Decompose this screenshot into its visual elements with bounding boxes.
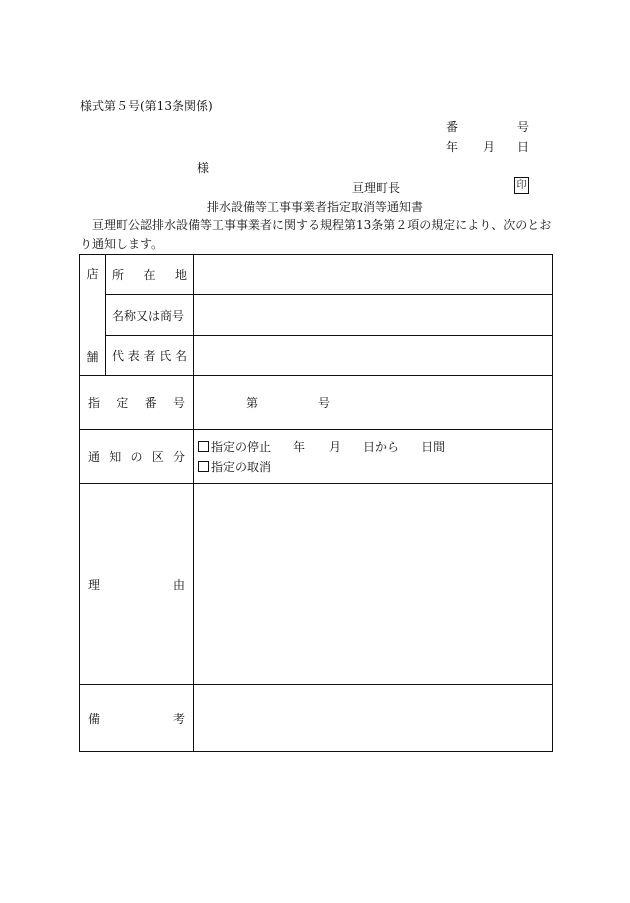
label-char: 考	[172, 711, 185, 726]
option-label: 指定の停止	[211, 439, 272, 454]
name-label	[106, 295, 194, 336]
store-label-char: 店	[86, 267, 99, 281]
date-day: 日	[517, 140, 530, 154]
label-char: 指	[88, 396, 101, 410]
label-char: 知	[109, 450, 122, 464]
body-text: 亘理町公認排水設備等工事事業者に関する規程第13条第２項の規定により、次のとおり通知します。	[80, 218, 552, 251]
designation-number-label	[80, 376, 194, 430]
option-year: 年	[293, 439, 306, 454]
representative-field[interactable]	[194, 336, 553, 376]
label-char: 号	[172, 396, 185, 410]
issuer: 亘理町長	[352, 181, 401, 195]
option-suspension[interactable]	[194, 437, 552, 457]
label-char: 理	[88, 577, 101, 592]
number-go: 号	[517, 120, 530, 134]
label-char: 番	[144, 396, 157, 410]
location-field[interactable]	[194, 255, 553, 295]
label-char: 定	[116, 396, 129, 410]
store-label-cell	[80, 255, 106, 376]
label-char: 地	[174, 268, 187, 282]
remarks-field[interactable]	[194, 685, 553, 752]
label-char: の	[130, 450, 143, 464]
label-char: 氏	[159, 349, 172, 363]
label-char: 備	[88, 711, 101, 726]
option-from: 日から	[363, 439, 400, 454]
label-char: 者	[143, 349, 156, 363]
option-revocation[interactable]	[194, 457, 552, 477]
category-label	[80, 430, 194, 484]
name-field[interactable]	[194, 295, 553, 336]
label-char: 表	[127, 349, 140, 363]
date-year: 年	[446, 140, 459, 154]
notification-form-table	[79, 254, 553, 752]
checkbox-icon[interactable]	[198, 441, 209, 452]
form-number: 様式第５号(第13条関係)	[80, 99, 213, 113]
representative-label	[106, 336, 194, 376]
location-label	[106, 255, 194, 295]
label-char: 所	[112, 268, 125, 282]
label-char: 代	[112, 349, 125, 363]
label-char: 分	[172, 450, 185, 464]
remarks-label	[80, 685, 194, 752]
checkbox-icon[interactable]	[198, 461, 209, 472]
date-month: 月	[483, 140, 496, 154]
label-char: 区	[151, 450, 164, 464]
label-char: 通	[88, 450, 101, 464]
label-char: 在	[143, 268, 156, 282]
seal-box: 印	[514, 177, 529, 194]
label-char: 名	[174, 349, 187, 363]
option-month: 月	[329, 439, 342, 454]
reason-label	[80, 484, 194, 685]
label-char: 由	[172, 577, 185, 592]
store-label-char: 舗	[86, 350, 99, 364]
designation-prefix: 第	[246, 396, 259, 410]
number-ban: 番	[446, 120, 459, 134]
reason-field[interactable]	[194, 484, 553, 685]
document-title: 排水設備等工事事業者指定取消等通知書	[206, 200, 423, 214]
designation-suffix: 号	[318, 396, 331, 410]
label-text: 名称又は商号	[112, 308, 185, 323]
option-days: 日間	[421, 439, 446, 454]
addressee-suffix: 様	[197, 161, 210, 175]
category-field	[194, 430, 553, 484]
designation-number-field[interactable]	[194, 376, 553, 430]
option-label: 指定の取消	[211, 459, 272, 474]
